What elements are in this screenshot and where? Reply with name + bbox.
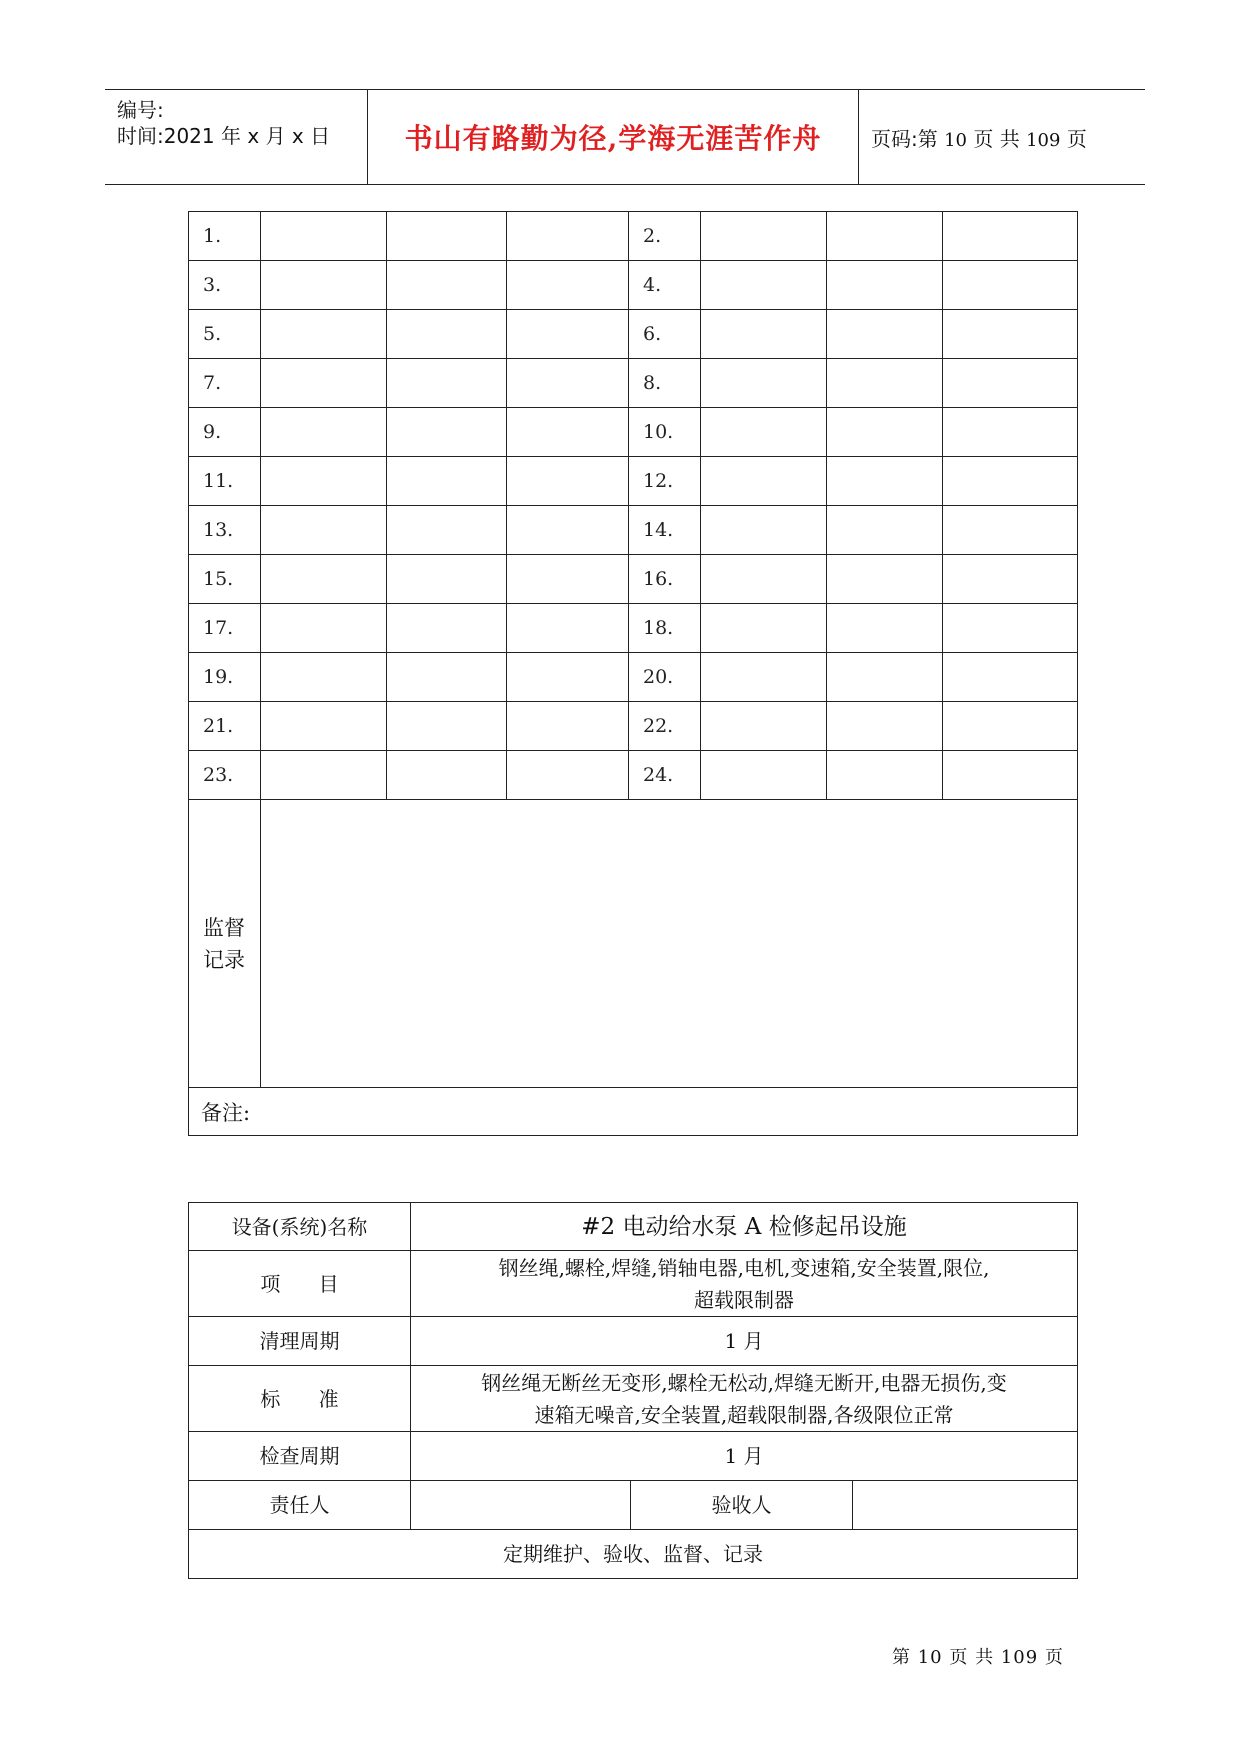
grid-entry-cell[interactable] xyxy=(701,653,827,702)
acceptor-label: 验收人 xyxy=(631,1481,853,1530)
inspection-grid-table xyxy=(188,211,1078,1136)
grid-entry-cell[interactable] xyxy=(387,261,507,310)
grid-entry-cell[interactable] xyxy=(261,604,387,653)
document-number-label: 编号: xyxy=(117,98,164,122)
clean-value: 1 月 xyxy=(411,1317,1078,1366)
page-middle: 页 共 xyxy=(973,126,1020,151)
grid-entry-cell[interactable] xyxy=(387,653,507,702)
grid-entry-cell[interactable] xyxy=(507,653,629,702)
header-motto-cell xyxy=(368,90,859,184)
grid-entry-cell[interactable] xyxy=(261,751,387,800)
supervision-record-area[interactable] xyxy=(261,800,1078,1088)
supervision-label-line2: 记录 xyxy=(203,947,245,972)
grid-entry-cell[interactable] xyxy=(943,653,1078,702)
grid-entry-cell[interactable] xyxy=(701,261,827,310)
grid-entry-cell[interactable] xyxy=(827,408,943,457)
grid-entry-cell[interactable] xyxy=(701,457,827,506)
page-total: 109 xyxy=(1026,129,1061,151)
grid-entry-cell[interactable] xyxy=(943,555,1078,604)
grid-entry-cell[interactable] xyxy=(507,261,629,310)
grid-entry-cell[interactable] xyxy=(701,702,827,751)
grid-row xyxy=(189,310,1078,359)
grid-entry-cell[interactable] xyxy=(701,310,827,359)
clean-label: 清理周期 xyxy=(189,1317,411,1366)
standard-label: 标 准 xyxy=(189,1366,411,1432)
standard-value xyxy=(411,1366,1078,1432)
grid-entry-cell[interactable] xyxy=(507,212,629,261)
grid-row xyxy=(189,408,1078,457)
grid-index-cell: 1. xyxy=(189,212,261,261)
grid-row xyxy=(189,604,1078,653)
grid-entry-cell[interactable] xyxy=(507,751,629,800)
grid-body xyxy=(189,212,1078,800)
header-page-cell xyxy=(859,90,1145,184)
item-value-line2: 超载限制器 xyxy=(694,1287,794,1312)
bottom-text: 定期维护、验收、监督、记录 xyxy=(189,1530,1078,1579)
grid-entry-cell[interactable] xyxy=(507,555,629,604)
grid-index-cell: 5. xyxy=(189,310,261,359)
grid-row xyxy=(189,653,1078,702)
grid-entry-cell[interactable] xyxy=(943,457,1078,506)
grid-entry-cell[interactable] xyxy=(943,261,1078,310)
supervision-label-line1: 监督 xyxy=(203,915,245,940)
grid-entry-cell[interactable] xyxy=(827,604,943,653)
grid-entry-cell[interactable] xyxy=(261,261,387,310)
grid-index-cell: 16. xyxy=(629,555,701,604)
grid-entry-cell[interactable] xyxy=(387,457,507,506)
grid-entry-cell[interactable] xyxy=(943,310,1078,359)
grid-entry-cell[interactable] xyxy=(261,653,387,702)
grid-entry-cell[interactable] xyxy=(827,653,943,702)
grid-entry-cell[interactable] xyxy=(261,310,387,359)
grid-entry-cell[interactable] xyxy=(387,212,507,261)
spec-row-standard xyxy=(189,1366,1078,1432)
grid-entry-cell[interactable] xyxy=(261,457,387,506)
grid-entry-cell[interactable] xyxy=(701,212,827,261)
grid-entry-cell[interactable] xyxy=(943,751,1078,800)
grid-index-cell: 14. xyxy=(629,506,701,555)
spec-row-clean xyxy=(189,1317,1078,1366)
grid-entry-cell[interactable] xyxy=(507,702,629,751)
grid-row xyxy=(189,555,1078,604)
item-label: 项 目 xyxy=(189,1251,411,1317)
grid-row xyxy=(189,457,1078,506)
spec-row-check xyxy=(189,1432,1078,1481)
equipment-spec-table xyxy=(188,1202,1078,1579)
responsible-value[interactable] xyxy=(411,1481,631,1530)
grid-row xyxy=(189,506,1078,555)
grid-entry-cell[interactable] xyxy=(827,457,943,506)
device-value: #2 电动给水泵 A 检修起吊设施 xyxy=(411,1203,1078,1251)
grid-entry-cell[interactable] xyxy=(827,506,943,555)
grid-entry-cell[interactable] xyxy=(261,506,387,555)
grid-index-cell: 9. xyxy=(189,408,261,457)
grid-entry-cell[interactable] xyxy=(507,408,629,457)
motto-text: 书山有路勤为径,学海无涯苦作舟 xyxy=(404,122,822,155)
grid-entry-cell[interactable] xyxy=(827,555,943,604)
grid-row xyxy=(189,702,1078,751)
check-label: 检查周期 xyxy=(189,1432,411,1481)
grid-index-cell: 7. xyxy=(189,359,261,408)
grid-entry-cell[interactable] xyxy=(943,212,1078,261)
spec-row-device xyxy=(189,1203,1078,1251)
grid-index-cell: 4. xyxy=(629,261,701,310)
header-page-indicator xyxy=(871,123,1087,152)
standard-value-line2: 速箱无噪音,安全装置,超载限制器,各级限位正常 xyxy=(534,1402,954,1427)
supervision-row xyxy=(189,800,1078,1088)
grid-entry-cell[interactable] xyxy=(827,261,943,310)
grid-entry-cell[interactable] xyxy=(827,751,943,800)
grid-entry-cell[interactable] xyxy=(387,702,507,751)
grid-entry-cell[interactable] xyxy=(943,359,1078,408)
grid-entry-cell[interactable] xyxy=(701,506,827,555)
grid-index-cell: 10. xyxy=(629,408,701,457)
grid-index-cell: 6. xyxy=(629,310,701,359)
grid-index-cell: 17. xyxy=(189,604,261,653)
grid-index-cell: 18. xyxy=(629,604,701,653)
grid-entry-cell[interactable] xyxy=(261,359,387,408)
grid-entry-cell[interactable] xyxy=(943,702,1078,751)
page-footer: 第 10 页 共 109 页 xyxy=(892,1647,1064,1668)
grid-index-cell: 8. xyxy=(629,359,701,408)
grid-index-cell: 21. xyxy=(189,702,261,751)
grid-entry-cell[interactable] xyxy=(387,506,507,555)
grid-index-cell: 22. xyxy=(629,702,701,751)
item-value xyxy=(411,1251,1078,1317)
grid-entry-cell[interactable] xyxy=(387,751,507,800)
grid-entry-cell[interactable] xyxy=(701,555,827,604)
document-time-label: 时间:2021 年 x 月 x 日 xyxy=(117,124,331,148)
page-prefix: 页码:第 xyxy=(871,126,938,151)
grid-index-cell: 20. xyxy=(629,653,701,702)
grid-entry-cell[interactable] xyxy=(827,212,943,261)
grid-entry-cell[interactable] xyxy=(261,702,387,751)
spec-row-people xyxy=(189,1481,1078,1530)
device-label: 设备(系统)名称 xyxy=(189,1203,411,1251)
grid-entry-cell[interactable] xyxy=(701,604,827,653)
standard-value-line1: 钢丝绳无断丝无变形,螺栓无松动,焊缝无断开,电器无损伤,变 xyxy=(481,1370,1007,1395)
grid-entry-cell[interactable] xyxy=(387,408,507,457)
grid-index-cell: 12. xyxy=(629,457,701,506)
grid-entry-cell[interactable] xyxy=(827,310,943,359)
grid-index-cell: 15. xyxy=(189,555,261,604)
grid-index-cell: 19. xyxy=(189,653,261,702)
grid-index-cell: 23. xyxy=(189,751,261,800)
spec-row-item xyxy=(189,1251,1078,1317)
grid-entry-cell[interactable] xyxy=(261,408,387,457)
grid-row xyxy=(189,212,1078,261)
grid-entry-cell[interactable] xyxy=(943,604,1078,653)
grid-index-cell: 11. xyxy=(189,457,261,506)
header-meta-cell xyxy=(105,90,368,184)
grid-entry-cell[interactable] xyxy=(387,310,507,359)
grid-entry-cell[interactable] xyxy=(827,702,943,751)
grid-entry-cell[interactable] xyxy=(701,751,827,800)
grid-index-cell: 3. xyxy=(189,261,261,310)
grid-entry-cell[interactable] xyxy=(387,555,507,604)
grid-index-cell: 13. xyxy=(189,506,261,555)
remarks-row xyxy=(189,1088,1078,1136)
grid-entry-cell[interactable] xyxy=(261,212,387,261)
grid-entry-cell[interactable] xyxy=(261,555,387,604)
spec-row-bottom xyxy=(189,1530,1078,1579)
page-suffix: 页 xyxy=(1066,126,1087,151)
grid-entry-cell[interactable] xyxy=(827,359,943,408)
grid-entry-cell[interactable] xyxy=(507,506,629,555)
grid-entry-cell[interactable] xyxy=(387,359,507,408)
grid-entry-cell[interactable] xyxy=(701,359,827,408)
grid-entry-cell[interactable] xyxy=(507,604,629,653)
grid-row xyxy=(189,751,1078,800)
grid-entry-cell[interactable] xyxy=(387,604,507,653)
supervision-label xyxy=(189,800,261,1088)
grid-index-cell: 2. xyxy=(629,212,701,261)
acceptor-value[interactable] xyxy=(853,1481,1078,1530)
grid-index-cell: 24. xyxy=(629,751,701,800)
grid-row xyxy=(189,261,1078,310)
item-value-line1: 钢丝绳,螺栓,焊缝,销轴电器,电机,变速箱,安全装置,限位, xyxy=(498,1255,990,1280)
grid-entry-cell[interactable] xyxy=(507,457,629,506)
page-header xyxy=(105,89,1145,185)
page-current: 10 xyxy=(944,129,968,151)
responsible-label: 责任人 xyxy=(189,1481,411,1530)
grid-row xyxy=(189,359,1078,408)
grid-entry-cell[interactable] xyxy=(943,506,1078,555)
grid-entry-cell[interactable] xyxy=(507,310,629,359)
check-value: 1 月 xyxy=(411,1432,1078,1481)
remarks-label[interactable]: 备注: xyxy=(189,1088,1078,1136)
grid-entry-cell[interactable] xyxy=(943,408,1078,457)
grid-entry-cell[interactable] xyxy=(507,359,629,408)
grid-entry-cell[interactable] xyxy=(701,408,827,457)
